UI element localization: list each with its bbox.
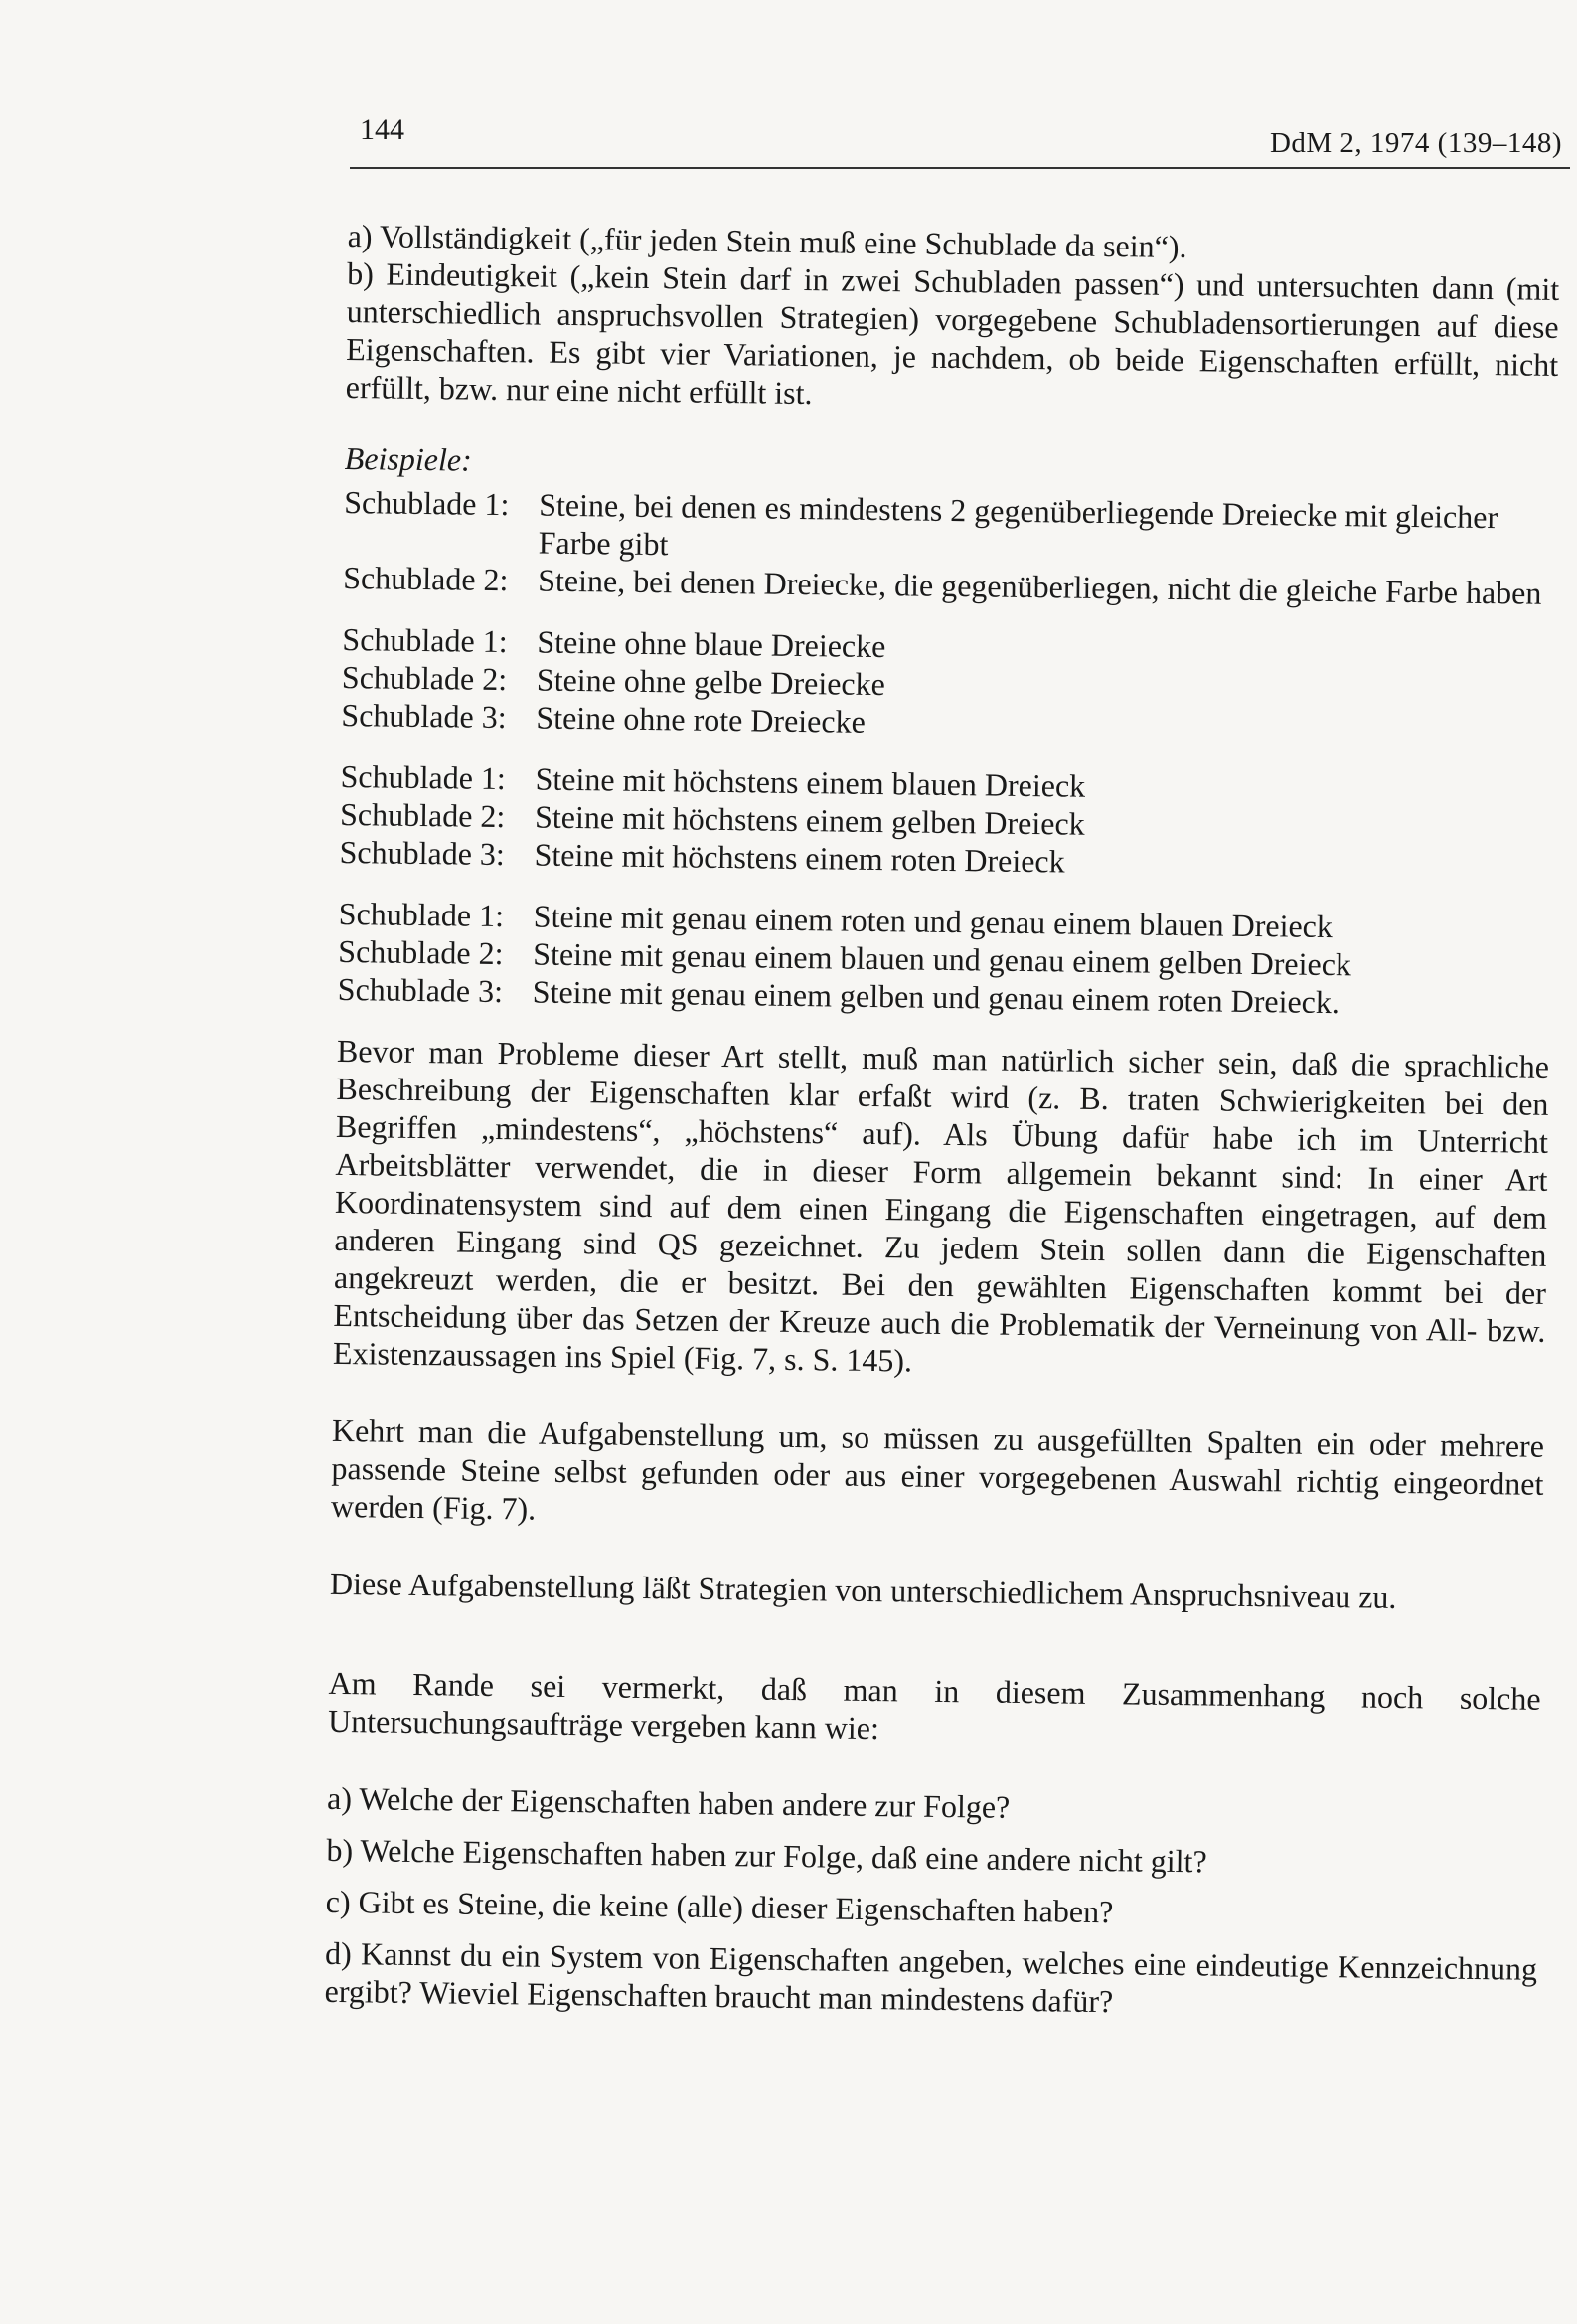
example-label: Schublade 2: [341, 658, 508, 698]
example-label: Schublade 3: [341, 696, 507, 736]
intro-item-a: a) Vollständigkeit („für jeden Stein muß eine Schublade da sein“). [347, 217, 1187, 265]
running-head: DdM 2, 1974 (139–148) [1269, 127, 1562, 159]
example-text: Steine, bei denen es mindestens 2 gegenüberliegende Dreiecke mit gleicher Farbe gibt [538, 486, 1498, 563]
paragraph-remark: Am Rande sei vermerkt, daß man in diesem Zusammenhang noch solche Untersuchungsaufträge vergeben kann wie: [327, 1664, 1541, 1746]
paragraph-problem-description: Bevor man Probleme dieser Art stellt, muß man natürlich sicher sein, daß die sprachliche Beschreibung der Eigenschaften klar erfaßt wird (z. B. traten Schwierigkeiten bei den Begriffen „mindestens“, „höchstens“ auf). Als Übung dafür habe ich im Unterricht Arbeitsblätter verwendet, die in dieser Form allgemein bekannt sind: In einer Art Koordinatensystem sind auf dem einen Eingang die Eigenschaften eingetragen, auf dem anderen Eingang sind QS gezeichnet. Zu jedem Stein sollen dann die Eigenschaften angekreuzt werden, die er besitzt. Bei den gewählten Eigenschaften kommt bei der Entscheidung über das Setzen der Kreuze auch die Problematik der Verneinung von All- bzw. Existenzaussagen ins Spiel (Fig. 7, s. S. 145). [332, 1032, 1550, 1379]
example-label: Schublade 2: [338, 932, 504, 972]
example-label: Schublade 2: [339, 795, 506, 835]
example-text: Steine ohne blaue Dreiecke [537, 623, 886, 665]
example-group [338, 895, 1551, 1024]
example-text: Steine mit höchstens einem blauen Dreieck [535, 760, 1086, 804]
example-text: Steine mit genau einem roten und genau einem blauen Dreieck [533, 898, 1334, 945]
paragraph-reverse-task: Kehrt man die Aufgabenstellung um, so müssen zu ausgefüllten Spalten ein oder mehrere passende Steine selbst gefunden oder aus einer vorgegebenen Auswahl richtig eingeordnet werden (Fig. 7). [330, 1411, 1545, 1527]
question-a: a) Welche der Eigenschaften haben andere zur Folge? [326, 1779, 1011, 1825]
example-text: Steine ohne gelbe Dreiecke [536, 661, 886, 703]
example-group [343, 483, 1556, 612]
page-number: 144 [360, 113, 404, 146]
intro-section [346, 217, 1560, 421]
question-c: c) Gibt es Steine, die keine (alle) dieser Eigenschaften haben? [325, 1883, 1114, 1930]
example-group [339, 757, 1552, 887]
example-text: Steine ohne rote Dreiecke [536, 699, 867, 740]
example-label: Schublade 1: [342, 620, 508, 660]
example-label: Schublade 1: [338, 895, 505, 934]
example-text: Steine, bei denen Dreiecke, die gegenüberliegen, nicht die gleiche Farbe haben [537, 562, 1542, 611]
question-b: b) Welche Eigenschaften haben zur Folge, daß eine andere nicht gilt? [326, 1831, 1207, 1880]
example-text: Steine mit höchstens einem gelben Dreieck [534, 798, 1085, 842]
question-d: d) Kannst du ein System von Eigenschaften angeben, welches eine eindeutige Kennzeichnung ergibt? Wieviel Eigenschaften braucht man mindestens dafür? [324, 1934, 1538, 2020]
example-label: Schublade 1: [344, 483, 510, 523]
example-text: Steine mit genau einem gelben und genau einem roten Dreieck. [532, 973, 1340, 1021]
example-label: Schublade 2: [343, 559, 509, 598]
paragraph-strategies: Diese Aufgabenstellung läßt Strategien von unterschiedlichem Anspruchsniveau zu. [329, 1565, 1397, 1615]
example-group [341, 620, 1554, 749]
examples-heading: Beispiele: [344, 439, 472, 478]
page-body [324, 217, 1560, 2040]
example-label: Schublade 3: [337, 970, 504, 1010]
header-rule [350, 167, 1570, 169]
example-text: Steine mit höchstens einem roten Dreieck [534, 836, 1065, 880]
example-label: Schublade 3: [339, 833, 506, 873]
example-label: Schublade 1: [340, 757, 507, 797]
intro-item-b: b) Eindeutigkeit („kein Stein darf in zwei Schubladen passen“) und untersuchten dann (mit unterschiedlich anspruchsvollen Strategien) vorgegebene Schubladensortierungen auf diese Eigenschaften. Es gibt vier Variationen, je nachdem, ob beide Eigenschaften erfüllt, nicht erfüllt, bzw. nur eine nicht erfüllt ist. [345, 254, 1560, 412]
example-text: Steine mit genau einem blauen und genau einem gelben Dreieck [533, 935, 1352, 983]
page-header [350, 103, 1570, 163]
